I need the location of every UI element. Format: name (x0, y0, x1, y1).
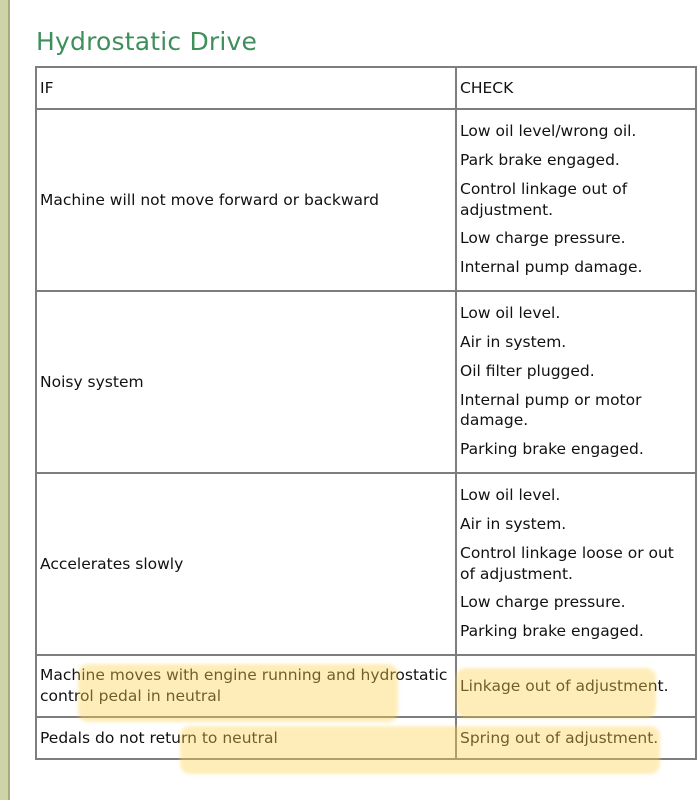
check-item: Low charge pressure. (460, 593, 626, 612)
check-cell (456, 109, 696, 291)
check-item: Parking brake engaged. (460, 622, 644, 641)
table-row (36, 473, 696, 655)
check-item: Low oil level. (460, 485, 561, 504)
check-item: Internal pump damage. (460, 258, 643, 277)
check-list (460, 114, 692, 287)
table-row (36, 655, 696, 717)
table-row (36, 109, 696, 291)
check-item: Control linkage out of adjustment. (460, 179, 628, 219)
check-item: Control linkage loose or out of adjustment. (460, 543, 674, 583)
if-cell: Machine will not move forward or backward (36, 109, 456, 291)
check-item: Air in system. (460, 332, 567, 351)
check-cell: Linkage out of adjustment. (456, 655, 696, 717)
check-item: Low oil level. (460, 303, 561, 322)
check-list (460, 296, 692, 469)
table-row (36, 717, 696, 759)
page-title: Hydrostatic Drive (36, 27, 258, 56)
check-item: Internal pump or motor damage. (460, 390, 642, 430)
header-check: CHECK (456, 67, 696, 109)
if-cell: Noisy system (36, 291, 456, 473)
check-list (460, 478, 692, 651)
check-cell: Spring out of adjustment. (456, 717, 696, 759)
table-header-row (36, 67, 696, 109)
header-if: IF (36, 67, 456, 109)
check-item: Oil filter plugged. (460, 361, 595, 380)
check-cell (456, 473, 696, 655)
check-item: Low oil level/wrong oil. (460, 121, 637, 140)
check-item: Parking brake engaged. (460, 440, 644, 459)
if-cell: Machine moves with engine running and hydrostatic control pedal in neutral (36, 655, 456, 717)
if-cell: Accelerates slowly (36, 473, 456, 655)
check-item: Park brake engaged. (460, 150, 620, 169)
check-cell (456, 291, 696, 473)
if-cell: Pedals do not return to neutral (36, 717, 456, 759)
check-item: Low charge pressure. (460, 229, 626, 248)
troubleshooting-table (35, 66, 697, 760)
check-item: Air in system. (460, 514, 567, 533)
table-row (36, 291, 696, 473)
left-margin-bar (0, 0, 10, 800)
